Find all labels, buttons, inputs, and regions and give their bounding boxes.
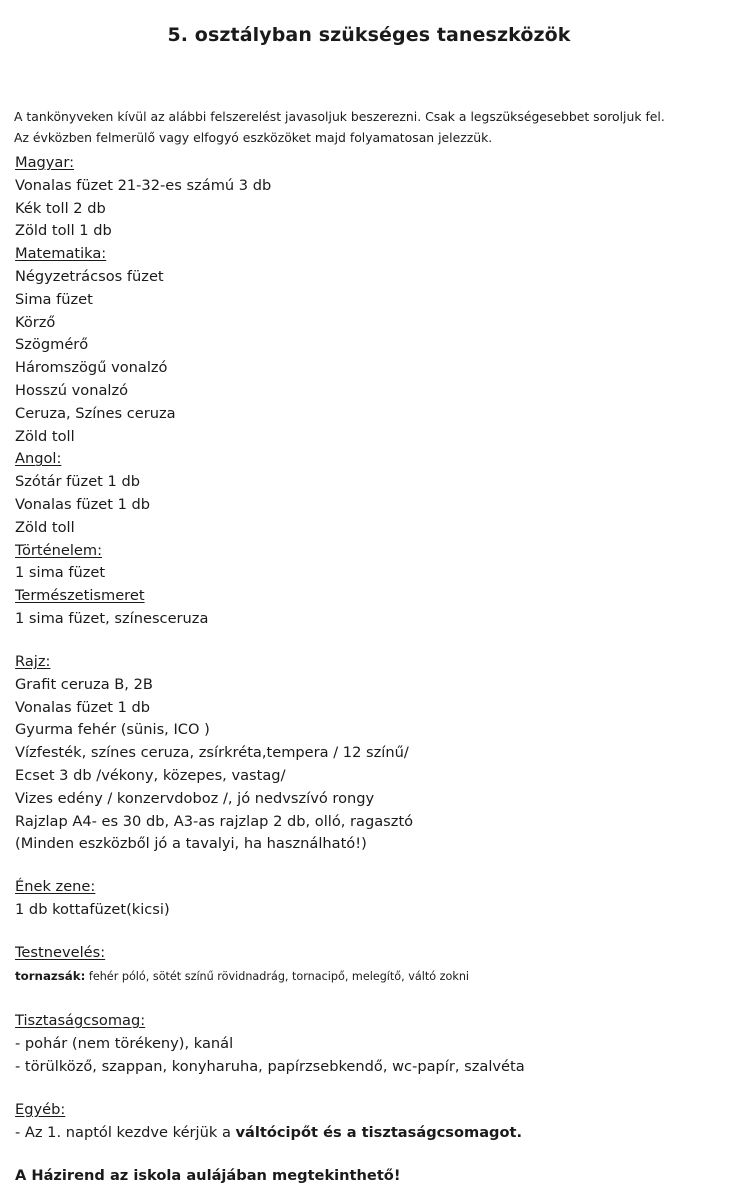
section-heading-testneveles: Testnevelés: — [15, 944, 106, 961]
intro-line: Az évközben felmerülő vagy elfogyó eszközöket majd folyamatosan jelezzük. — [14, 130, 493, 145]
list-item: Grafit ceruza B, 2B — [15, 675, 153, 693]
section-heading-tisztasag: Tisztaságcsomag: — [15, 1012, 146, 1029]
list-item: Ceruza, Színes ceruza — [15, 404, 176, 422]
list-item: Vonalas füzet 21-32-es számú 3 db — [15, 176, 272, 194]
list-item: Körző — [15, 313, 56, 331]
supply-list-testneveles — [15, 942, 735, 988]
list-item: Gyurma fehér (sünis, ICO ) — [15, 721, 210, 739]
page-title: 5. osztályban szükséges taneszközök — [167, 24, 571, 46]
tornazsak-label: tornazsák: — [15, 968, 86, 983]
list-item — [15, 1122, 735, 1145]
list-item: (Minden eszközből jó a tavalyi, ha használható!) — [15, 835, 367, 853]
supply-list-egyeb — [15, 1099, 735, 1145]
list-item: Szótár füzet 1 db — [15, 473, 140, 491]
list-item: Rajzlap A4- es 30 db, A3-as rajzlap 2 db, olló, ragasztó — [15, 812, 414, 830]
list-item: 1 sima füzet — [15, 564, 106, 582]
list-item: Négyzetrácsos füzet — [15, 267, 164, 285]
supply-list-tisztasag — [15, 1010, 735, 1078]
egyeb-bold-text: váltócipőt és a tisztaságcsomagot. — [235, 1123, 523, 1141]
list-item: Ecset 3 db /vékony, közepes, vastag/ — [15, 766, 286, 784]
list-item: 1 db kottafüzet(kicsi) — [15, 900, 170, 918]
tornazsak-text: fehér póló, sötét színű rövidnadrág, tornacipő, melegítő, váltó zokni — [85, 969, 470, 983]
list-item: Zöld toll — [15, 427, 75, 445]
section-heading-magyar: Magyar: — [15, 154, 75, 171]
list-item: Vonalas füzet 1 db — [15, 698, 151, 716]
section-heading-enek: Ének zene: — [15, 878, 96, 895]
list-item: Vizes edény / konzervdoboz /, jó nedvszívó rongy — [15, 789, 375, 807]
supply-list — [15, 152, 735, 631]
list-item: - törülköző, szappan, konyharuha, papírzsebkendő, wc-papír, szalvéta — [15, 1057, 525, 1075]
list-item: Háromszögű vonalzó — [15, 359, 168, 377]
footer-text: A Házirend az iskola aulájában megtekinthető! — [15, 1167, 401, 1184]
list-item: Sima füzet — [15, 290, 93, 308]
intro-paragraph — [14, 106, 734, 148]
section-heading-angol: Angol: — [15, 450, 62, 468]
list-item: Vonalas füzet 1 db — [15, 495, 151, 513]
section-heading-matematika: Matematika: — [15, 245, 107, 263]
supply-list-enek — [15, 876, 735, 922]
intro-line: A tankönyveken kívül az alábbi felszerelést javasoljuk beszerezni. Csak a legszükségesebbet soroljuk fel. — [14, 109, 665, 124]
list-item: Zöld toll — [15, 518, 75, 536]
supply-list-rajz — [15, 651, 735, 856]
list-item: Vízfesték, színes ceruza, zsírkréta,tempera / 12 színű/ — [15, 744, 409, 762]
egyeb-text: - Az 1. naptól kezdve kérjük a — [15, 1123, 236, 1141]
list-item — [15, 965, 735, 988]
list-item: Szögmérő — [15, 336, 89, 354]
section-heading-termeszetismeret: Természetismeret — [15, 587, 145, 605]
section-heading-tortenelem: Történelem: — [15, 541, 103, 559]
list-item: Hosszú vonalzó — [15, 381, 129, 399]
footer-note — [15, 1165, 735, 1188]
list-item: 1 sima füzet, színesceruza — [15, 609, 209, 627]
list-item: Zöld toll 1 db — [15, 222, 112, 240]
list-item: Kék toll 2 db — [15, 199, 106, 217]
section-heading-egyeb: Egyéb: — [15, 1101, 66, 1118]
section-heading-rajz: Rajz: — [15, 653, 51, 670]
list-item: - pohár (nem törékeny), kanál — [15, 1034, 234, 1052]
